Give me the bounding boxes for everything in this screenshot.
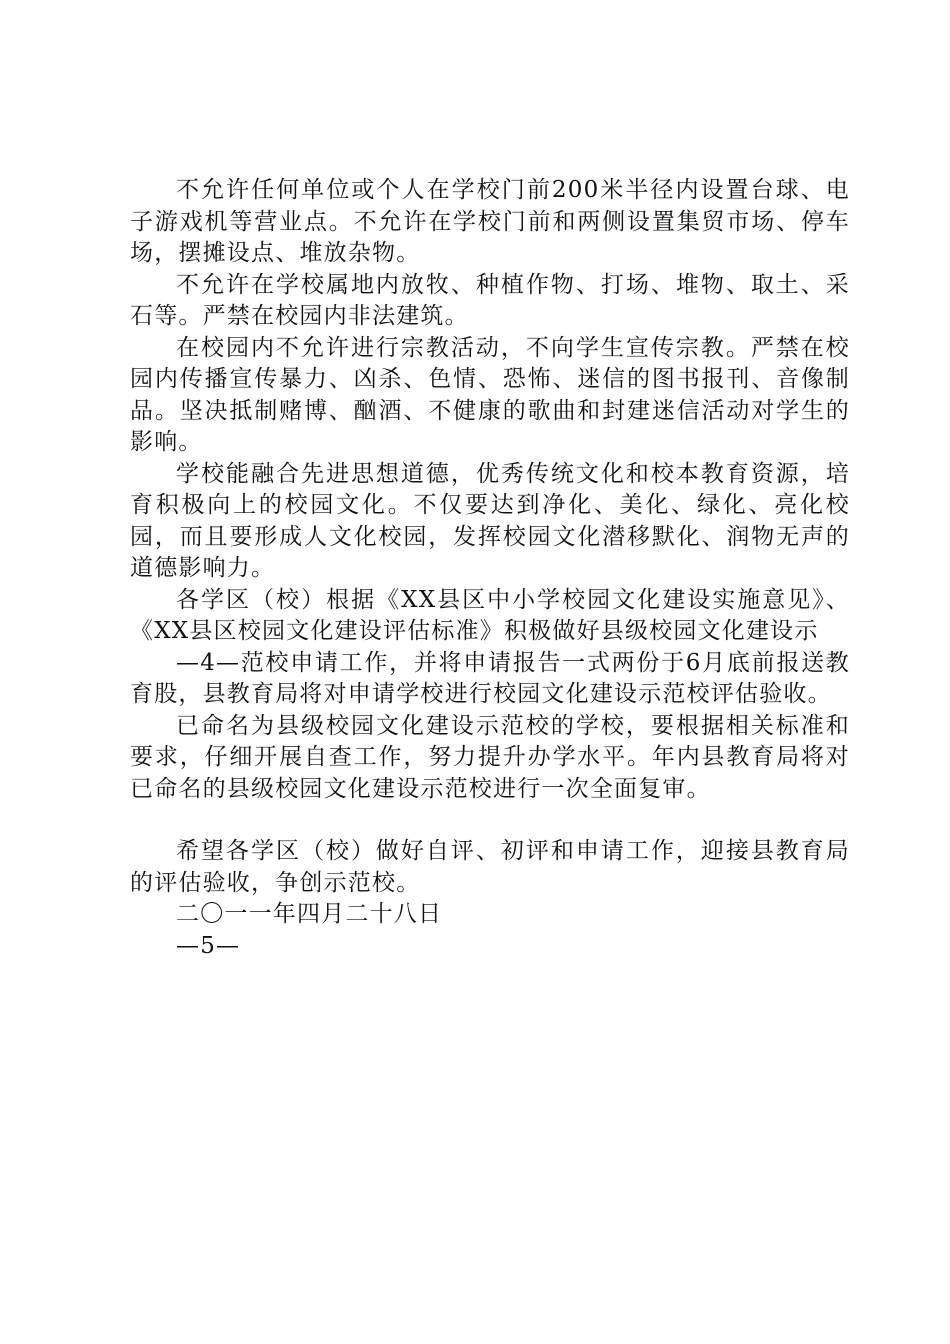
paragraph-application-work: —4—范校申请工作，并将申请报告一式两份于6月底前报送教育股，县教育局将对申请学校进行校园文化建设示范校评估验收。	[130, 649, 850, 707]
paragraph-application-basis: 各学区（校）根据《XX县区中小学校园文化建设实施意见》、《XX县区校园文化建设评估标准》积极做好县级校园文化建设示	[130, 586, 850, 644]
document-date: 二〇一一年四月二十八日	[176, 901, 443, 927]
document-body	[130, 175, 850, 962]
paragraph-land-use: 不允许在学校属地内放牧、种植作物、打场、堆物、取土、采石等。严禁在校园内非法建筑。	[130, 271, 850, 329]
paragraph-business-restriction: 不允许任何单位或个人在学校门前200米半径内设置台球、电子游戏机等营业点。不允许在学校门前和两侧设置集贸市场、停车场，摆摊设点、堆放杂物。	[130, 177, 850, 266]
paragraph-religion: 在校园内不允许进行宗教活动，不向学生宣传宗教。严禁在校园内传播宣传暴力、凶杀、色情、恐怖、迷信的图书报刊、音像制品。坚决抵制赌博、酗酒、不健康的歌曲和封建迷信活动对学生的影响。	[130, 334, 850, 455]
closing-paragraph: 希望各学区（校）做好自评、初评和申请工作，迎接县教育局的评估验收，争创示范校。	[130, 838, 850, 896]
paragraph-spacer	[130, 805, 850, 836]
paragraph-review: 已命名为县级校园文化建设示范校的学校，要根据相关标准和要求，仔细开展自查工作，努力提升办学水平。年内县教育局将对已命名的县级校园文化建设示范校进行一次全面复审。	[130, 712, 850, 802]
page-number: —5—	[176, 932, 241, 959]
paragraph-campus-culture: 学校能融合先进思想道德，优秀传统文化和校本教育资源，培育积极向上的校园文化。不仅要达到净化、美化、绿化、亮化校园，而且要形成人文化校园，发挥校园文化潜移默化、润物无声的道德影响力。	[130, 460, 850, 581]
